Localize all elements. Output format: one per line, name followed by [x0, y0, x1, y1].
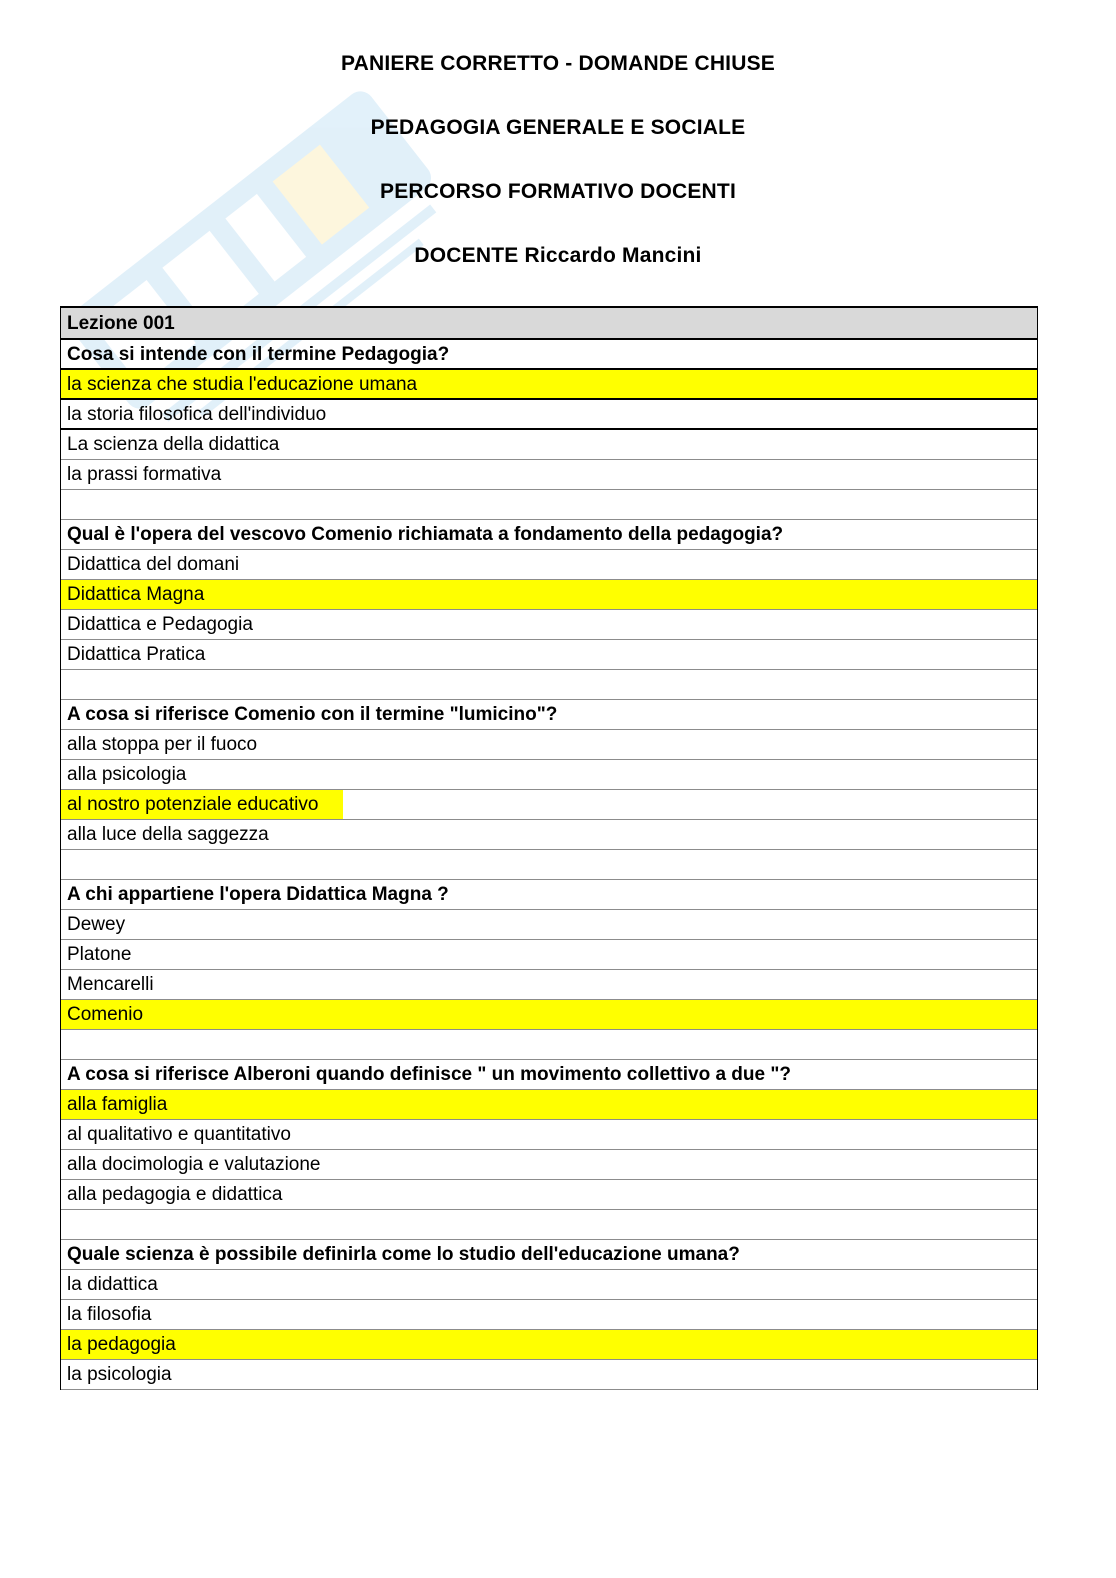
answer-row: alla stoppa per il fuoco: [61, 730, 1037, 760]
document-title: PANIERE CORRETTO - DOMANDE CHIUSE: [340, 52, 775, 75]
answer-row: Platone: [61, 940, 1037, 970]
answer-row: alla pedagogia e didattica: [61, 1180, 1037, 1210]
answer-row: la prassi formativa: [61, 460, 1037, 490]
question-row: A cosa si riferisce Comenio con il termine "lumicino"?: [61, 700, 1037, 730]
course-name: PEDAGOGIA GENERALE E SOCIALE: [370, 116, 746, 139]
spacer-row: [61, 1030, 1037, 1060]
question-row: Cosa si intende con il termine Pedagogia?: [61, 340, 1037, 370]
course-path: PERCORSO FORMATIVO DOCENTI: [380, 180, 736, 203]
question-row: Quale scienza è possibile definirla come lo studio dell'educazione umana?: [61, 1240, 1037, 1270]
answer-row: Dewey: [61, 910, 1037, 940]
answer-row-correct: [61, 790, 1037, 820]
spacer-row: [61, 490, 1037, 520]
spacer-row: [61, 850, 1037, 880]
answer-row: Didattica Pratica: [61, 640, 1037, 670]
answer-row-correct: Comenio: [61, 1000, 1037, 1030]
answer-row: alla psicologia: [61, 760, 1037, 790]
document-headings: [0, 52, 1116, 308]
question-row: A cosa si riferisce Alberoni quando definisce " un movimento collettivo a due "?: [61, 1060, 1037, 1090]
answer-row-correct: la scienza che studia l'educazione umana: [61, 370, 1037, 400]
spacer-row: [61, 670, 1037, 700]
answer-row: alla docimologia e valutazione: [61, 1150, 1037, 1180]
answer-row: Mencarelli: [61, 970, 1037, 1000]
lesson-header: Lezione 001: [61, 308, 1037, 340]
questions-table: [60, 306, 1038, 1390]
answer-row-correct: alla famiglia: [61, 1090, 1037, 1120]
answer-text: al nostro potenziale educativo: [67, 794, 319, 815]
answer-row: la filosofia: [61, 1300, 1037, 1330]
spacer-row: [61, 1210, 1037, 1240]
answer-row: alla luce della saggezza: [61, 820, 1037, 850]
answer-row: La scienza della didattica: [61, 430, 1037, 460]
question-row: A chi appartiene l'opera Didattica Magna ?: [61, 880, 1037, 910]
answer-row: Didattica del domani: [61, 550, 1037, 580]
answer-row: la psicologia: [61, 1360, 1037, 1390]
teacher-name: DOCENTE Riccardo Mancini: [414, 244, 702, 267]
question-row: Qual è l'opera del vescovo Comenio richiamata a fondamento della pedagogia?: [61, 520, 1037, 550]
answer-row: Didattica e Pedagogia: [61, 610, 1037, 640]
answer-row: al qualitativo e quantitativo: [61, 1120, 1037, 1150]
answer-row: la didattica: [61, 1270, 1037, 1300]
answer-row-correct: Didattica Magna: [61, 580, 1037, 610]
answer-row: la storia filosofica dell'individuo: [61, 400, 1037, 430]
answer-row-correct: la pedagogia: [61, 1330, 1037, 1360]
